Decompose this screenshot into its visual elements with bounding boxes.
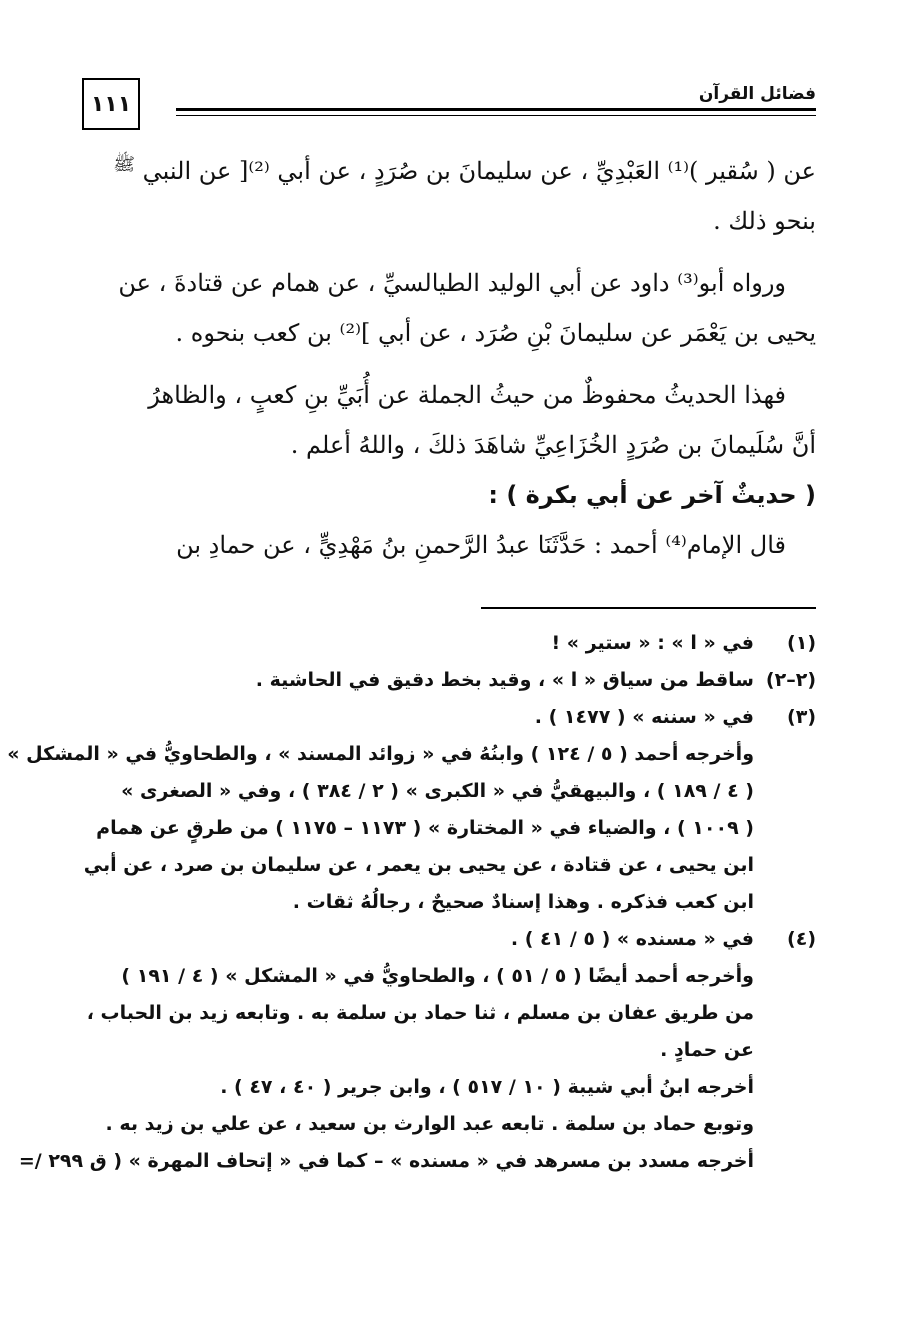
footnote-number: (٤) bbox=[787, 928, 816, 950]
footnote-line: وأخرجه أحمد ( ٥ / ١٢٤ ) وابنُهُ في « زوائد المسند » ، والطحاويُّ في « المشكل » bbox=[7, 743, 754, 765]
footnote-3 bbox=[82, 699, 816, 736]
text-line: يحيى بن يَعْمَر عن سليمانَ بْنِ صُرَد ، عن أبي ]⁽²⁾ بن كعب بنحوه . bbox=[175, 319, 816, 347]
footnote-line: أخرجه ابنُ أبي شيبة ( ١٠ / ٥١٧ ) ، وابن جرير ( ٤٠ ، ٤٧ ) . bbox=[220, 1076, 754, 1098]
header-rule-thin bbox=[176, 115, 816, 116]
footnotes bbox=[7, 625, 816, 1180]
paragraph-2 bbox=[82, 258, 816, 358]
page-number: ١١١ bbox=[82, 78, 140, 130]
footnote-line: ابن كعب فذكره . وهذا إسنادٌ صحيحٌ ، رجالُهُ ثقات . bbox=[292, 891, 754, 913]
footnote-number: (٣) bbox=[787, 706, 816, 728]
footnote-text: ساقط من سياق « ا » ، وقيد بخط دقيق في الحاشية . bbox=[255, 669, 754, 691]
text-line: فهذا الحديثُ محفوظٌ من حيثُ الجملة عن أُبَيِّ بنِ كعبٍ ، والظاهرُ bbox=[148, 381, 786, 409]
footnote-line: ( ٤ / ١٨٩ ) ، والبيهقيُّ في « الكبرى » ( ٢ / ٣٨٤ ) ، وفي « الصغرى » bbox=[121, 780, 754, 802]
footnote-text: في « سننه » ( ١٤٧٧ ) . bbox=[534, 706, 754, 728]
header-rule bbox=[176, 108, 816, 111]
footnote-divider bbox=[481, 607, 816, 609]
footnote-number: (١) bbox=[787, 632, 816, 654]
footnote-number: (٢–٢) bbox=[765, 669, 816, 691]
book-title: فضائل القرآن bbox=[698, 84, 816, 104]
footnote-line: من طريق عفان بن مسلم ، ثنا حماد بن سلمة به . وتابعه زيد بن الحباب ، bbox=[86, 1002, 754, 1024]
paragraph-1 bbox=[82, 140, 816, 246]
paragraph-4 bbox=[82, 520, 816, 570]
footnote-line: وأخرجه أحمد أيضًا ( ٥ / ٥١ ) ، والطحاويُّ في « المشكل » ( ٤ / ١٩١ ) bbox=[121, 965, 754, 987]
footnote-text: في « مسنده » ( ٥ / ٤١ ) . bbox=[510, 928, 754, 950]
footnote-line: ابن يحيى ، عن قتادة ، عن يحيى بن يعمر ، عن سليمان بن صرد ، عن أبي bbox=[83, 854, 754, 876]
text-line: بنحو ذلك . bbox=[713, 207, 816, 235]
footnote-4 bbox=[82, 921, 816, 958]
section-heading: ( حديثٌ آخر عن أبي بكرة ) : bbox=[488, 481, 816, 509]
main-text bbox=[82, 140, 816, 570]
footnote-text: في « ا » : « ستير » ! bbox=[551, 632, 754, 654]
footnote-line: وتوبع حماد بن سلمة . تابعه عبد الوارث بن سعيد ، عن علي بن زيد به . bbox=[105, 1113, 754, 1135]
text-line: ورواه أبو⁽³⁾ داود عن أبي الوليد الطيالسيِّ ، عن همام عن قتادةَ ، عن bbox=[118, 269, 786, 297]
footnote-line: عن حمادٍ . bbox=[660, 1039, 754, 1061]
text-line: عن ( سُقير )⁽¹⁾ العَبْدِيِّ ، عن سليمانَ بن صُرَدٍ ، عن أبي ⁽²⁾[ عن النبي bbox=[142, 157, 816, 185]
salawat-glyph: ﷺ bbox=[113, 154, 136, 175]
paragraph-3 bbox=[82, 370, 816, 470]
footnote-line: ( ١٠٠٩ ) ، والضياء في « المختارة » ( ١١٧٣ – ١١٧٥ ) من طرقٍ عن همام bbox=[96, 817, 754, 839]
footnote-1 bbox=[82, 625, 816, 662]
footnote-2 bbox=[82, 662, 816, 699]
text-line: قال الإمام⁽⁴⁾ أحمد : حَدَّثَنَا عبدُ الرَّحمنِ بنُ مَهْدِيٍّ ، عن حمادِ بن bbox=[176, 531, 786, 559]
text-line: أنَّ سُلَيمانَ بن صُرَدٍ الخُزَاعِيِّ شاهَدَ ذلكَ ، واللهُ أعلم . bbox=[290, 431, 816, 459]
footnote-line: أخرجه مسدد بن مسرهد في « مسنده » – كما في « إتحاف المهرة » ( ق ٢٩٩ /= bbox=[18, 1150, 754, 1172]
